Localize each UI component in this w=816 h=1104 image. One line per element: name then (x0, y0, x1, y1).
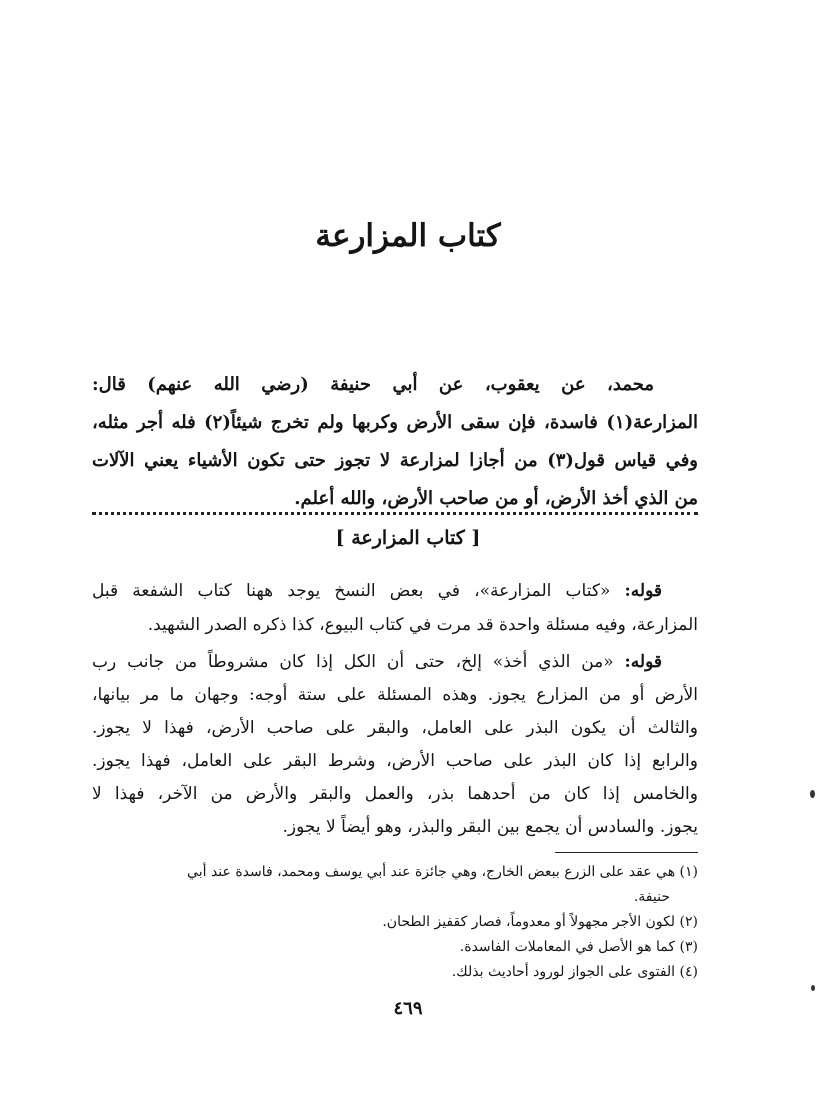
footnote-text: كما هو الأصل في المعاملات الفاسدة. (459, 939, 676, 955)
footnote-number: (١) (679, 864, 698, 880)
footnote-4 (140, 960, 698, 985)
section-heading: [ كتاب المزارعة ] (335, 527, 481, 549)
footnote-1 (140, 860, 698, 885)
main-text (92, 366, 698, 518)
main-text-line: من الذي أخذ الأرض، أو من صاحب الأرض، والله أعلم. (294, 488, 698, 509)
page-number: ٤٦٩ (393, 998, 423, 1019)
footnote-number: (٢) (679, 914, 698, 930)
footnote-number: (٤) (679, 964, 698, 980)
footnote-text: لكون الأجر مجهولاً أو معدوماً، فصار كقفيز الطحان. (382, 914, 676, 930)
commentary-label: قوله: (624, 581, 662, 601)
footnote-1-continuation: حنيفة. (633, 889, 670, 905)
main-text-line: وفي قياس قول(٣) من أجازا لمزارعة لا تجوز حتى تكون الأشياء يعني الآلات (92, 450, 698, 471)
footnote-2 (140, 910, 698, 935)
footnote-3 (140, 935, 698, 960)
commentary-line (92, 646, 698, 679)
footnote-text: هي عقد على الزرع ببعض الخارج، وهي جائزة عند أبي يوسف ومحمد، فاسدة عند أبي (187, 864, 676, 880)
commentary-line: والرابع إذا كان البذر على صاحب الأرض، وشرط البقر على العامل، فهذا يجوز. (92, 751, 698, 771)
commentary-label: قوله: (624, 652, 662, 672)
chapter-title: كتاب المزارعة (315, 218, 501, 254)
commentary-paragraph-1 (92, 574, 698, 642)
commentary-line (92, 574, 698, 608)
commentary-paragraph-2 (92, 646, 698, 844)
commentary-text: «من الذي أخذ» إلخ، حتى أن الكل إذا كان مشروطاً من جانب رب (92, 652, 614, 672)
main-text-line: محمد، عن يعقوب، عن أبي حنيفة (رضي الله عنهم) قال: (92, 374, 654, 395)
footnote-text: الفتوى على الجواز لورود أحاديث بذلك. (451, 964, 676, 980)
footnotes (140, 860, 698, 985)
scan-speck (811, 985, 815, 991)
commentary-line: يجوز. والسادس أن يجمع بين البقر والبذر، وهو أيضاً لا يجوز. (282, 817, 698, 837)
footnote-number: (٣) (679, 939, 698, 955)
commentary-text: «كتاب المزارعة»، في بعض النسخ يوجد ههنا كتاب الشفعة قبل (92, 581, 611, 601)
commentary-line: المزارعة، وفيه مسئلة واحدة قد مرت في كتاب البيوع، كذا ذكره الصدر الشهيد. (147, 615, 698, 635)
scan-speck (810, 790, 815, 798)
commentary-line: والثالث أن يكون البذر على العامل، والبقر على صاحب الأرض، فهذا لا يجوز. (92, 718, 698, 738)
commentary-line: والخامس إذا كان من أحدهما بذر، والعمل والبقر والأرض من الآخر، فهذا لا (92, 784, 698, 804)
main-text-line: المزارعة(١) فاسدة، فإن سقى الأرض وكربها ولم تخرج شيئاً(٢) فله أجر مثله، (92, 412, 698, 433)
dotted-divider (92, 512, 698, 515)
footnote-separator (555, 852, 698, 853)
commentary-line: الأرض أو من المزارع يجوز. وهذه المسئلة على ستة أوجه: وجهان ما مر بيانها، (92, 685, 698, 705)
